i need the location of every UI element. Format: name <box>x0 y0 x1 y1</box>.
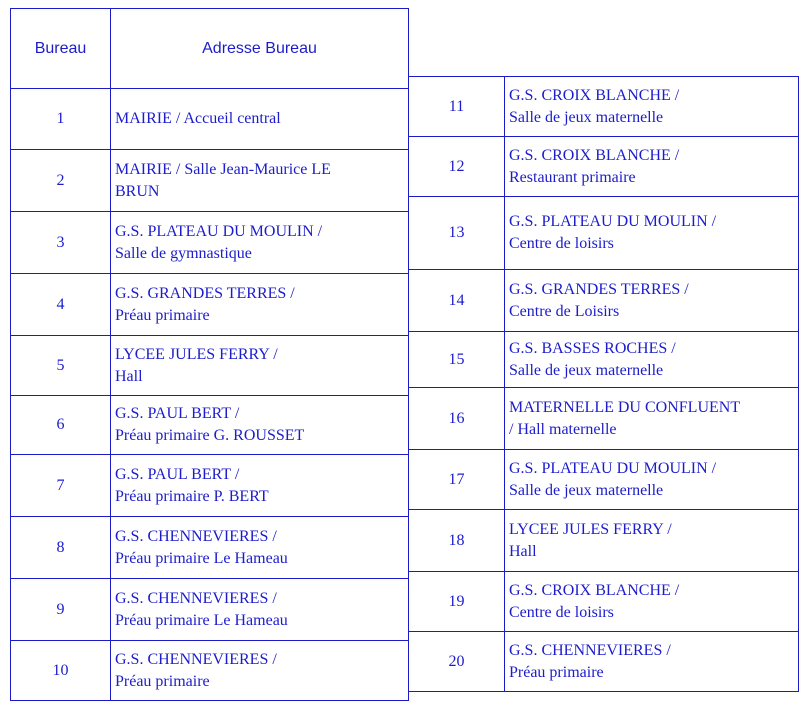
bureau-address-line2: BRUN <box>115 182 160 200</box>
bureau-address-line1: G.S. CHENNEVIERES / <box>115 650 277 668</box>
bureau-address <box>505 270 799 332</box>
bureau-address-line1: G.S. BASSES ROCHES / <box>509 339 676 357</box>
bureau-number: 6 <box>11 396 111 455</box>
bureau-number: 9 <box>11 579 111 641</box>
table-row <box>409 137 799 197</box>
bureau-address <box>111 150 409 212</box>
bureau-address-line2: Préau primaire G. ROUSSET <box>115 427 305 444</box>
table-row <box>11 455 409 517</box>
bureau-address-line1: G.S. CROIX BLANCHE / <box>509 581 680 599</box>
bureau-address <box>505 510 799 572</box>
bureau-address <box>111 455 409 517</box>
bureau-number: 2 <box>11 150 111 212</box>
bureau-number: 14 <box>409 270 505 332</box>
bureau-address-line1: G.S. PLATEAU DU MOULIN / <box>509 213 717 230</box>
bureau-number: 8 <box>11 517 111 579</box>
header-bureau: Bureau <box>11 9 111 89</box>
bureau-address <box>111 641 409 701</box>
bureau-address-line1: G.S. GRANDES TERRES / <box>509 280 689 298</box>
bureaux-table-left-body <box>11 9 409 701</box>
bureau-number: 19 <box>409 572 505 632</box>
bureau-number: 18 <box>409 510 505 572</box>
bureau-address-line1: G.S. CHENNEVIERES / <box>115 589 277 607</box>
bureau-number: 10 <box>11 641 111 701</box>
bureaux-table-right-body <box>409 77 799 692</box>
bureau-number: 5 <box>11 336 111 396</box>
bureau-address-line2: Centre de loisirs <box>509 603 614 621</box>
bureau-address-line1: LYCEE JULES FERRY / <box>509 520 672 538</box>
bureau-address-line2: Hall <box>509 542 537 560</box>
bureau-address <box>111 336 409 396</box>
bureau-address <box>111 212 409 274</box>
bureau-address <box>505 197 799 270</box>
header-adresse-bureau: Adresse Bureau <box>111 9 409 89</box>
bureaux-table-right <box>408 76 799 692</box>
bureau-address-line2: Salle de gymnastique <box>115 244 252 262</box>
bureau-number: 7 <box>11 455 111 517</box>
table-row <box>409 332 799 388</box>
bureau-number: 20 <box>409 632 505 692</box>
table-row <box>11 89 409 150</box>
table-row <box>11 336 409 396</box>
bureau-address-line2: Centre de Loisirs <box>509 302 620 320</box>
table-row <box>11 212 409 274</box>
table-row <box>409 572 799 632</box>
table-row <box>11 517 409 579</box>
bureau-address-line2: Salle de jeux maternelle <box>509 481 664 499</box>
table-row <box>409 77 799 137</box>
bureau-address-line1: G.S. PAUL BERT / <box>115 405 240 422</box>
bureau-address-line2: Salle de jeux maternelle <box>509 361 664 379</box>
bureau-address-line1: G.S. CROIX BLANCHE / <box>509 86 680 104</box>
bureau-address-line2: Centre de loisirs <box>509 235 614 252</box>
bureau-address <box>505 332 799 388</box>
table-row <box>409 388 799 450</box>
bureaux-table-left <box>10 8 409 701</box>
bureau-address-line1: G.S. GRANDES TERRES / <box>115 284 295 302</box>
bureau-address-line1: G.S. PLATEAU DU MOULIN / <box>509 459 717 477</box>
bureau-number: 4 <box>11 274 111 336</box>
bureau-address <box>505 572 799 632</box>
table-row <box>11 579 409 641</box>
bureau-address-line1: MAIRIE / Salle Jean-Maurice LE <box>115 160 331 178</box>
bureau-address-line2: Préau primaire <box>115 306 210 324</box>
bureau-number: 3 <box>11 212 111 274</box>
bureau-address <box>505 450 799 510</box>
table-row <box>409 510 799 572</box>
bureau-address <box>111 274 409 336</box>
bureau-address <box>111 396 409 455</box>
bureau-number: 1 <box>11 89 111 150</box>
table-row <box>409 197 799 270</box>
bureau-address-line1: G.S. PAUL BERT / <box>115 465 240 483</box>
table-row <box>409 450 799 510</box>
bureau-number: 11 <box>409 77 505 137</box>
bureau-address-line2: Préau primaire P. BERT <box>115 487 269 505</box>
bureau-address-line2: Préau primaire Le Hameau <box>115 549 288 567</box>
bureau-address <box>505 137 799 197</box>
bureau-number: 15 <box>409 332 505 388</box>
bureau-number: 13 <box>409 197 505 270</box>
bureau-number: 16 <box>409 388 505 450</box>
table-row <box>11 274 409 336</box>
table-row <box>409 270 799 332</box>
table-row <box>11 641 409 701</box>
bureau-address-line2: Préau primaire Le Hameau <box>115 611 288 629</box>
bureau-address <box>111 517 409 579</box>
bureau-number: 12 <box>409 137 505 197</box>
bureau-address-line1: G.S. CHENNEVIERES / <box>509 641 671 659</box>
bureau-address-line1: G.S. CROIX BLANCHE / <box>509 146 680 164</box>
bureau-address-line2: Salle de jeux maternelle <box>509 108 664 126</box>
table-row <box>11 396 409 455</box>
bureau-address <box>505 388 799 450</box>
bureau-address-line2: Hall <box>115 367 143 385</box>
bureau-address <box>111 89 409 150</box>
bureau-address-line1: MATERNELLE DU CONFLUENT <box>509 398 741 416</box>
bureau-address <box>505 77 799 137</box>
table-header-row <box>11 9 409 89</box>
table-row <box>11 150 409 212</box>
bureau-address-line1: G.S. CHENNEVIERES / <box>115 527 277 545</box>
bureau-address-line2: Préau primaire <box>509 663 604 681</box>
bureau-address-line1: G.S. PLATEAU DU MOULIN / <box>115 222 323 240</box>
bureau-address-line2: Restaurant primaire <box>509 168 636 186</box>
bureau-address-line1: LYCEE JULES FERRY / <box>115 345 278 363</box>
table-row <box>409 632 799 692</box>
bureau-address <box>111 579 409 641</box>
bureau-address-line1: MAIRIE / Accueil central <box>115 110 281 127</box>
bureau-address-line2: / Hall maternelle <box>509 420 617 438</box>
bureau-address-line2: Préau primaire <box>115 672 210 690</box>
bureau-number: 17 <box>409 450 505 510</box>
bureau-address <box>505 632 799 692</box>
